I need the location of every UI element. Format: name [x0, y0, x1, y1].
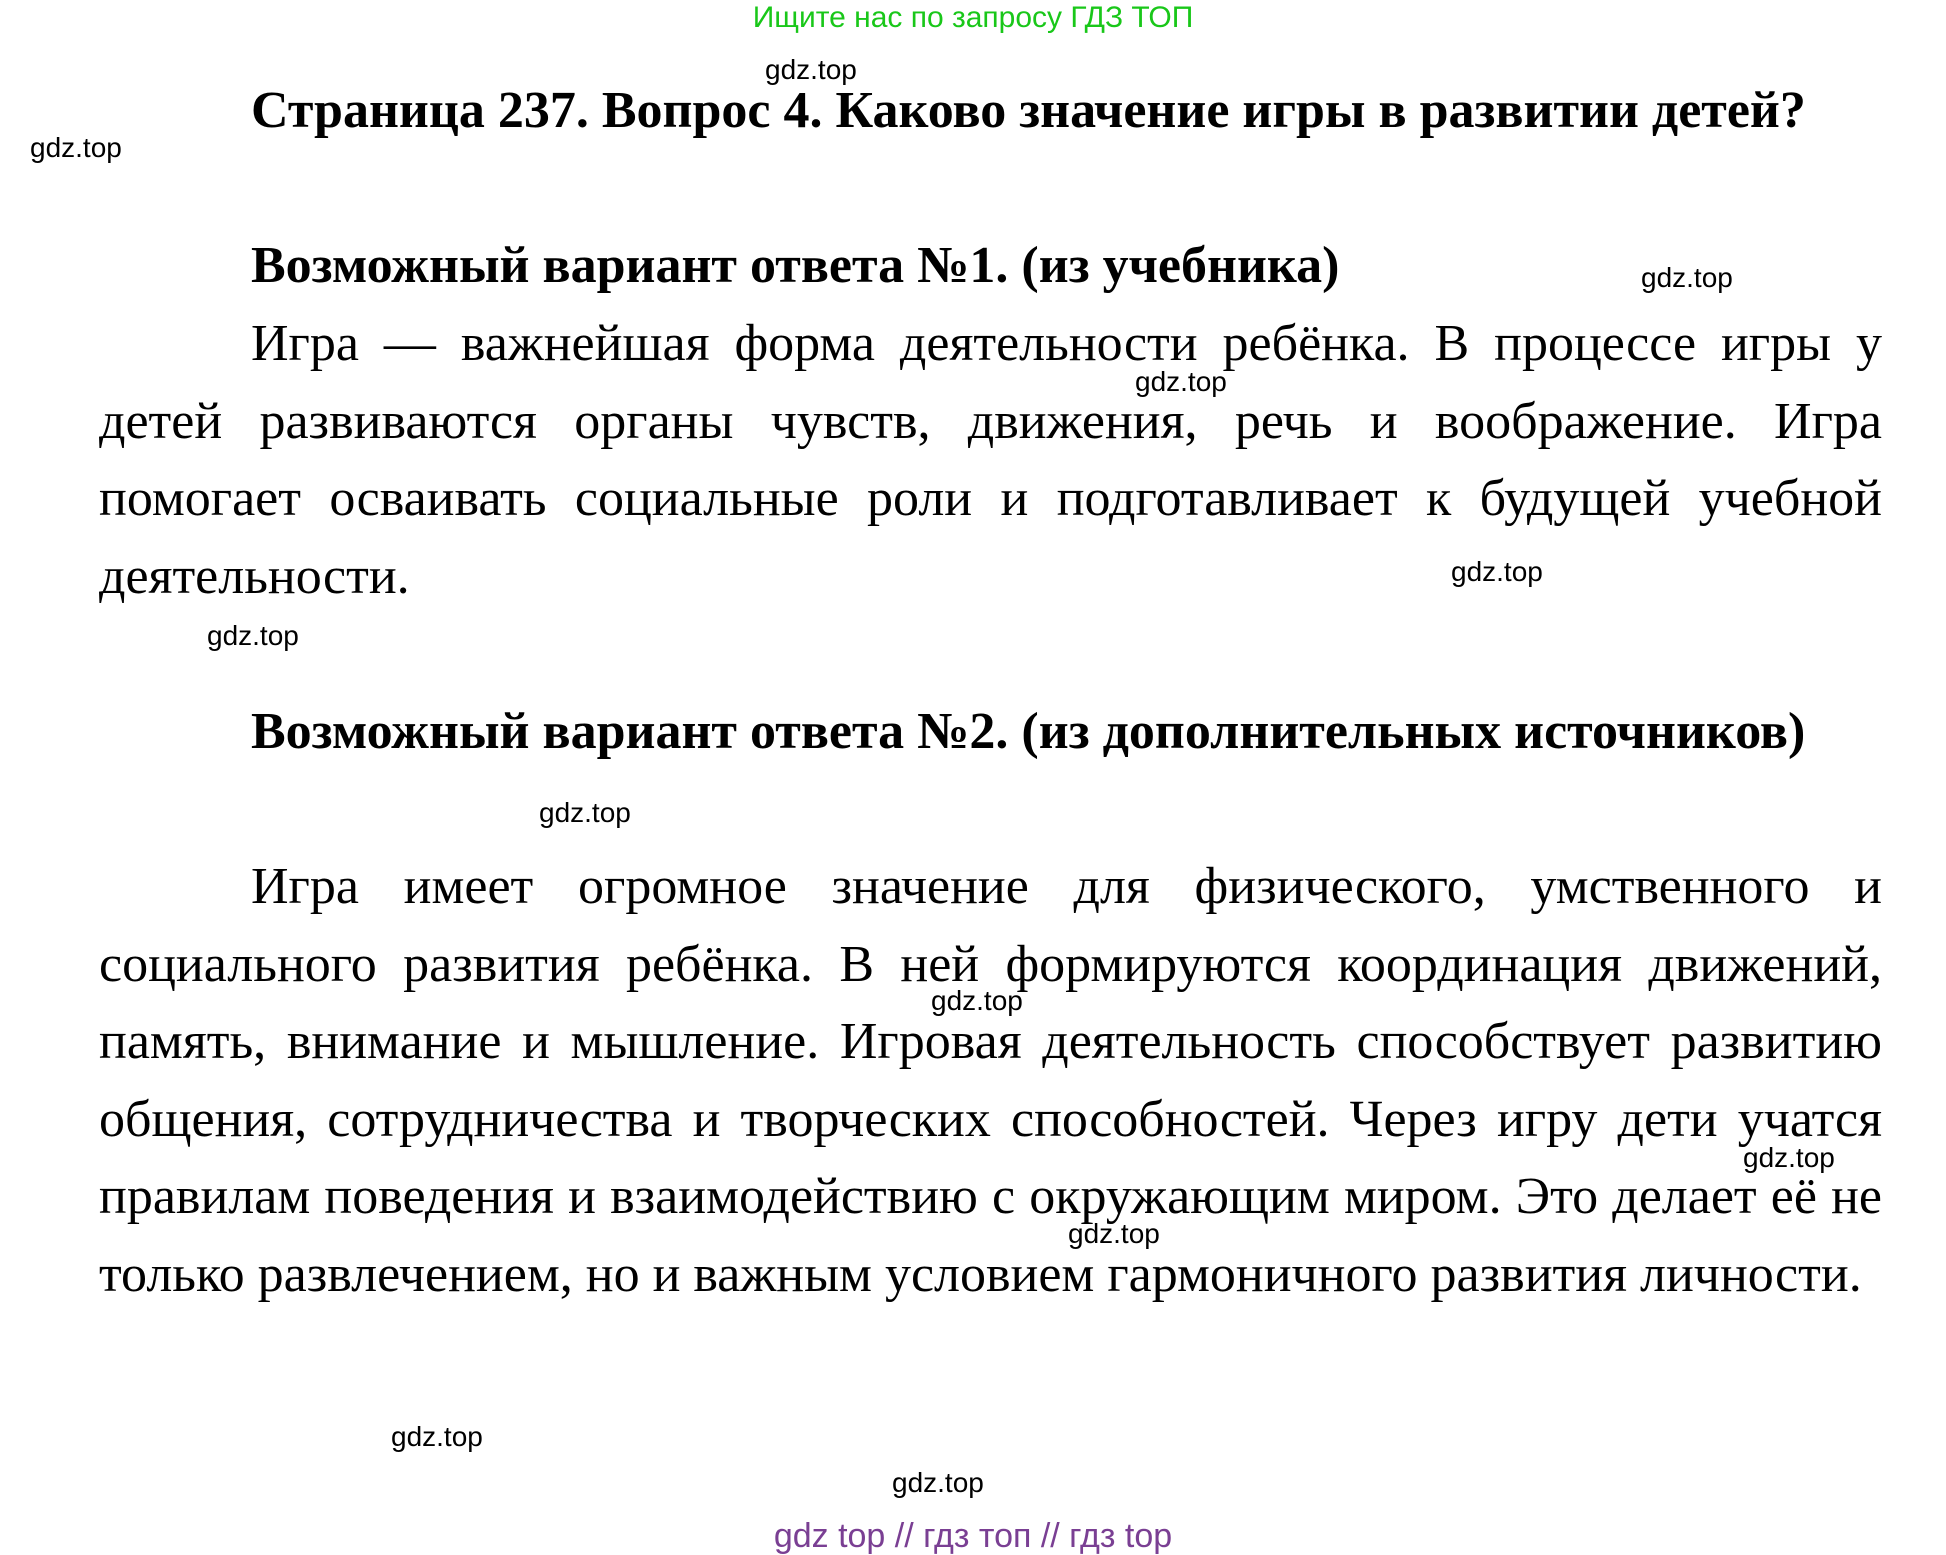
- answer1-heading-text: Возможный вариант ответа №1. (из учебника): [251, 237, 1340, 294]
- question-text: Страница 237. Вопрос 4. Каково значение игры в развитии детей?: [251, 82, 1806, 139]
- watermark: gdz.top: [892, 1467, 984, 1498]
- question-title: [99, 72, 1882, 150]
- answer1-heading: [99, 227, 1882, 305]
- answer2-paragraph: Игра имеет огромное значение для физического, умственного и социального развития ребёнка. В ней формируются координация движений, память, внимание и мышление. Игровая деятельность способствует развитию общения, сотрудничества и творческих способностей. Через игру дети учатся правилам поведения и взаимодействию с окружающим миром. Это делает её не только развлечением, но и важным условием гармоничного развития личности.: [99, 858, 1882, 1303]
- watermark: gdz.top: [207, 620, 299, 651]
- watermark: gdz.top: [1135, 366, 1227, 397]
- watermark: gdz.top: [1451, 556, 1543, 587]
- answer1-paragraph: Игра — важнейшая форма деятельности ребёнка. В процессе игры у детей развиваются органы чувств, движения, речь и воображение. Игра помогает осваивать социальные роли и подготавливает к будущей учебной деятельности.: [99, 315, 1882, 605]
- watermark: gdz.top: [539, 797, 631, 828]
- watermark: gdz.top: [391, 1421, 483, 1452]
- answer2-body: [99, 848, 1882, 1313]
- watermark: gdz.top: [30, 132, 122, 163]
- watermark: gdz.top: [1743, 1142, 1835, 1173]
- search-banner: Ищите нас по запросу ГДЗ ТОП: [752, 1, 1194, 34]
- watermark: gdz.top: [1641, 262, 1733, 293]
- watermark: gdz.top: [1068, 1218, 1160, 1249]
- answer1-body: [99, 305, 1882, 615]
- answer2-heading-text: Возможный вариант ответа №2. (из дополнительных источников): [251, 703, 1806, 760]
- footer-tagline: gdz top // гдз топ // гдз top: [773, 1517, 1173, 1555]
- watermark: gdz.top: [931, 985, 1023, 1016]
- answer2-heading: [99, 693, 1882, 771]
- watermark: gdz.top: [765, 54, 857, 85]
